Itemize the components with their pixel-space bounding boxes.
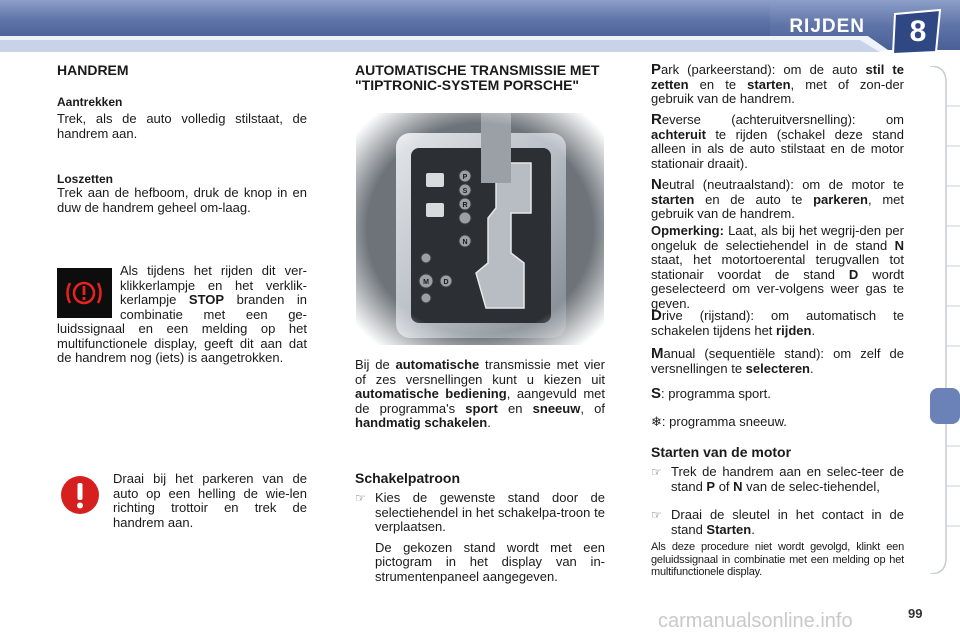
watermark: carmanualsonline.info bbox=[658, 610, 853, 632]
sport-text: : programma sport. bbox=[661, 386, 771, 401]
intro-automatische: automatische bbox=[395, 357, 480, 372]
page-number: 99 bbox=[908, 606, 923, 621]
bullet-schakelpatroon bbox=[355, 491, 605, 584]
intro-a: Bij de bbox=[355, 357, 396, 372]
start-b1n: N bbox=[733, 478, 743, 494]
bullet-start-1 bbox=[651, 465, 904, 494]
letter-s: S bbox=[651, 385, 662, 402]
drv-a: rive (rijstand): om automatisch te schakelen tijdens het bbox=[651, 308, 904, 338]
start-b1a: Trek de handrem aan en selec-teer de stand bbox=[671, 464, 904, 494]
intro-automatische-bediening: automatische bediening bbox=[355, 386, 507, 401]
letter-p: P bbox=[651, 61, 662, 78]
park-a: ark (parkeerstand): om de auto bbox=[661, 62, 866, 77]
start-b1p: P bbox=[706, 478, 716, 494]
park-d: , met of zon-der gebruik van de handrem. bbox=[651, 76, 904, 106]
rem-a: Laat, als bij het wegrij-den per ongeluk de selectiehendel in de stand bbox=[651, 223, 904, 253]
start-b2b: Starten bbox=[706, 521, 752, 537]
bullet-text-start-2 bbox=[671, 508, 904, 537]
rev-a: everse (achteruitversnelling): om bbox=[661, 112, 904, 127]
rev-achteruit: achteruit bbox=[651, 126, 706, 142]
section-title-handrem: HANDREM bbox=[57, 62, 129, 78]
park-c: en te bbox=[688, 76, 748, 92]
paragraph-park-tip: Draai bij het parkeren van de auto op een helling de wie-len richting trottoir en trek de handrem aan. bbox=[113, 471, 307, 530]
intro-c: transmissie met vier of zes versnellingen kunt u kiezen uit bbox=[355, 357, 605, 387]
chapter-number-badge: 8 bbox=[909, 15, 927, 48]
letter-m: M bbox=[651, 345, 664, 362]
start-b2c: . bbox=[751, 521, 755, 537]
bullet-text-start-1 bbox=[671, 465, 904, 494]
man-c: . bbox=[810, 360, 814, 376]
paragraph-park bbox=[651, 63, 904, 107]
snowflake-icon: ❄ bbox=[651, 414, 662, 429]
header-band bbox=[0, 0, 960, 58]
drv-rijden: rijden bbox=[776, 322, 812, 338]
paragraph-reverse bbox=[651, 113, 904, 171]
rem-c: wordt geselecteerd om ver-volgens weer gas te geven. bbox=[651, 266, 904, 311]
letter-d: D bbox=[651, 307, 662, 324]
park-starten: starten bbox=[747, 76, 791, 92]
intro-sport: sport bbox=[465, 400, 498, 416]
chapter-tabs bbox=[926, 66, 960, 574]
start-b2a: Draai de sleutel in het contact in de stand bbox=[671, 507, 904, 537]
paragraph-transmission-intro bbox=[355, 358, 605, 431]
paragraph-drive bbox=[651, 309, 904, 338]
chapter-title: RIJDEN bbox=[789, 16, 865, 37]
section-title-transmission: AUTOMATISCHE TRANSMISSIE MET "TIPTRONIC-SYSTEM PORSCHE" bbox=[355, 62, 600, 93]
letter-r: R bbox=[651, 111, 662, 128]
warning-stop: STOP bbox=[188, 292, 225, 307]
section-title-schakelpatroon: Schakelpatroon bbox=[355, 470, 461, 486]
bullet-start-2 bbox=[651, 508, 904, 537]
intro-e: en bbox=[497, 400, 533, 416]
rev-c: te rijden (schakel deze stand alleen in als de auto stilstaat en de motor stationair draait). bbox=[651, 126, 904, 171]
drv-c: . bbox=[811, 322, 816, 338]
intro-f: , of bbox=[580, 400, 605, 416]
section-title-starten: Starten van de motor bbox=[651, 444, 792, 460]
neu-starten: starten bbox=[651, 191, 695, 207]
rem-b: staat, het motortoerental terugvallen tot stationair voordat de stand bbox=[651, 252, 904, 282]
paragraph-neutral bbox=[651, 178, 904, 222]
intro-sneeuw: sneeuw bbox=[532, 400, 581, 416]
neu-parkeren: parkeren bbox=[813, 191, 868, 207]
hand-pointer-icon: ☞ bbox=[355, 491, 366, 505]
paragraph-manual bbox=[651, 347, 904, 376]
rem-d: D bbox=[848, 266, 859, 282]
neu-d: , met gebruik van de handrem. bbox=[651, 191, 904, 221]
letter-n: N bbox=[651, 176, 662, 193]
bullet-text-pictogram: De gekozen stand wordt met een pictogram in het display van in-strumentenpaneel aangegeven. bbox=[375, 539, 605, 584]
exclamation-icon bbox=[59, 474, 101, 516]
paragraph-loszetten: Trek aan de hefboom, druk de knop in en duw de handrem geheel om-laag. bbox=[57, 185, 307, 215]
opmerking-label: Opmerking: bbox=[651, 223, 724, 238]
paragraph-snow bbox=[651, 415, 904, 430]
man-a: anual (sequentiële stand): om zelf de versnellingen te bbox=[651, 346, 904, 376]
park-stil-zetten: stil te zetten bbox=[651, 62, 904, 92]
warning-text-a: Als tijdens het rijden dit ver-klikkerlampje en het verklik-kerlampje bbox=[120, 263, 307, 307]
hand-pointer-icon: ☞ bbox=[651, 465, 662, 479]
intro-d: , aangevuld met de programma's bbox=[355, 386, 605, 416]
rem-n: N bbox=[894, 237, 904, 253]
man-selecteren: selecteren bbox=[745, 360, 810, 376]
subheading-aantrekken: Aantrekken bbox=[57, 95, 123, 109]
paragraph-aantrekken: Trek, als de auto volledig stilstaat, de handrem aan. bbox=[57, 111, 307, 141]
hand-pointer-icon: ☞ bbox=[651, 508, 662, 522]
neu-a: eutral (neutraalstand): om de motor te bbox=[661, 177, 904, 192]
start-b1b: van de selec-tiehendel, bbox=[742, 478, 880, 494]
paragraph-opmerking bbox=[651, 224, 904, 311]
snow-text: : programma sneeuw. bbox=[661, 414, 787, 429]
gear-selector-photo bbox=[356, 113, 604, 345]
warning-text-b: branden in combinatie met een ge-luidssignaal en een melding op het multifunctionele display, geeft dit aan dat de handrem nog (iets) is aangetrokken. bbox=[57, 292, 307, 365]
paragraph-warning-lamp bbox=[57, 264, 307, 366]
intro-handmatig-schakelen: handmatig schakelen bbox=[355, 415, 488, 430]
intro-g: . bbox=[487, 415, 491, 430]
subheading-loszetten: Loszetten bbox=[57, 172, 114, 186]
active-chapter-tab[interactable] bbox=[930, 388, 960, 424]
chapter-tabs-shape bbox=[926, 66, 960, 574]
paragraph-sport bbox=[651, 387, 904, 402]
bullet-text-kies: Kies de gewenste stand door de selectiehendel in het schakelpa-troon te verplaatsen. bbox=[375, 490, 605, 534]
start-b1o: of bbox=[715, 478, 734, 494]
neu-c: en de auto te bbox=[694, 191, 814, 207]
paragraph-start-note: Als deze procedure niet wordt gevolgd, klinkt een geluidssignaal in combinatie met een melding op het multifunctionele display. bbox=[651, 541, 904, 578]
